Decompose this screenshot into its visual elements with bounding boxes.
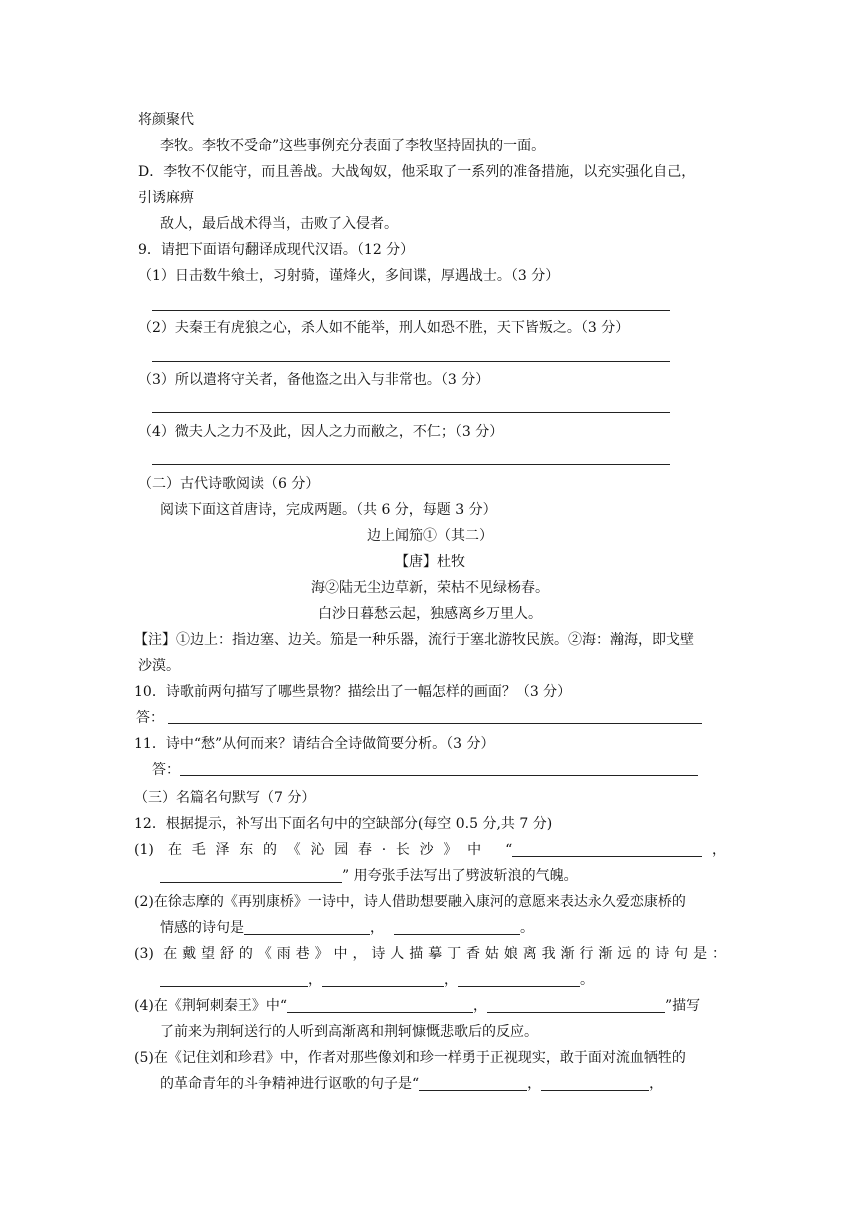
q12-2-sep: ， bbox=[370, 920, 384, 936]
option-c-text-continued: 李牧。李牧不受命”这些事例充分表面了李牧坚持固执的一面。 bbox=[160, 138, 546, 154]
poem-title: 边上闻笳①（其二） bbox=[367, 528, 493, 544]
fill-blank[interactable] bbox=[512, 842, 702, 857]
question-9-item-2: （2）夫秦王有虎狼之心，杀人如不能举，刑人如恐不胜，天下皆叛之。（3 分） bbox=[138, 320, 630, 336]
fill-blank[interactable] bbox=[458, 972, 580, 987]
q12-2-prompt: 情感的诗句是 bbox=[160, 920, 244, 936]
answer-label-10: 答： bbox=[136, 710, 164, 726]
poem-line-1: 海②陆无尘边草新，荣枯不见绿杨春。 bbox=[311, 580, 549, 596]
question-12-item-2-continued bbox=[160, 918, 534, 938]
fill-blank[interactable] bbox=[419, 1076, 527, 1091]
q12-3-end: 。 bbox=[580, 972, 594, 988]
q12-1-sep: ， bbox=[702, 842, 726, 858]
question-12-item-4 bbox=[134, 996, 700, 1016]
question-12-item-5: (5)在《记住刘和珍君》中，作者对那些像刘和珍一样勇于正视现实，敢于面对流血牺牲的 bbox=[134, 1050, 686, 1066]
option-d-text-fragment: 引诱麻痹 bbox=[138, 190, 194, 206]
poem-line-2: 白沙日暮愁云起，独感离乡万里人。 bbox=[318, 606, 542, 622]
question-12-item-1 bbox=[134, 840, 726, 860]
answer-line-11[interactable] bbox=[180, 775, 698, 776]
question-12-item-3: (3) 在戴望舒的《雨巷》中，诗人描摹丁香姑娘离我渐行渐远的诗句是： bbox=[134, 946, 726, 962]
fill-blank[interactable] bbox=[322, 972, 444, 987]
q12-3-sep-2: ， bbox=[444, 972, 458, 988]
question-12-item-5-continued bbox=[160, 1074, 663, 1094]
answer-line-9-4[interactable] bbox=[152, 464, 670, 465]
question-10: 10．诗歌前两句描写了哪些景物？描绘出了一幅怎样的画面？（3 分） bbox=[134, 684, 572, 700]
question-9-item-3: （3）所以遣将守关者，备他盗之出入与非常也。（3 分） bbox=[138, 372, 490, 388]
question-12: 12．根据提示，补写出下面名句中的空缺部分(每空 0.5 分,共 7 分) bbox=[134, 816, 553, 832]
question-9-heading: 9．请把下面语句翻译成现代汉语。（12 分） bbox=[138, 242, 415, 258]
section-2-instruction: 阅读下面这首唐诗，完成两题。（共 6 分，每题 3 分） bbox=[160, 502, 497, 518]
option-c-text-fragment: 将颜聚代 bbox=[138, 112, 194, 128]
fill-blank[interactable] bbox=[394, 920, 520, 935]
q12-5-sep-2: ， bbox=[649, 1076, 664, 1092]
answer-line-9-2[interactable] bbox=[152, 361, 670, 362]
section-2-heading: （二）古代诗歌阅读（6 分） bbox=[138, 476, 320, 492]
answer-label-11: 答： bbox=[152, 762, 180, 778]
question-11: 11．诗中“愁”从何而来？请结合全诗做简要分析。（3 分） bbox=[134, 736, 495, 752]
answer-line-9-1[interactable] bbox=[152, 310, 670, 311]
q12-3-sep-1: ， bbox=[308, 972, 322, 988]
q12-5-sep-1: ， bbox=[527, 1076, 542, 1092]
question-12-item-4-continued: 了前来为荆轲送行的人听到高渐离和荆轲慷慨悲歌后的反应。 bbox=[160, 1024, 538, 1040]
fill-blank[interactable] bbox=[541, 1076, 649, 1091]
question-12-item-2: (2)在徐志摩的《再别康桥》一诗中，诗人借助想要融入康河的意愿来表达永久爱恋康桥的 bbox=[134, 894, 686, 910]
poem-note: 【注】①边上：指边塞、边关。笳是一种乐器，流行于塞北游牧民族。②海：瀚海，即戈壁 bbox=[134, 632, 694, 648]
question-9-item-1: （1）日击数牛飨士，习射骑，谨烽火，多间谍，厚遇战士。（3 分） bbox=[138, 268, 560, 284]
section-3-heading: （三）名篇名句默写（7 分） bbox=[134, 790, 316, 806]
fill-blank[interactable] bbox=[244, 920, 370, 935]
q12-5-prompt: 的革命青年的斗争精神进行讴歌的句子是“ bbox=[160, 1076, 420, 1092]
q12-1-prompt: (1) 在毛泽东的《沁园春·长沙》中 “ bbox=[134, 842, 513, 858]
answer-line-10[interactable] bbox=[168, 723, 702, 724]
question-12-item-1-continued bbox=[160, 866, 578, 886]
fill-blank[interactable] bbox=[160, 972, 308, 987]
option-d-text: D．李牧不仅能守，而且善战。大战匈奴，他采取了一系列的准备措施，以充实强化自己， bbox=[138, 164, 696, 180]
answer-line-9-3[interactable] bbox=[152, 412, 670, 413]
q12-4-prompt: (4)在《荆轲刺秦王》中“ bbox=[134, 998, 287, 1014]
option-d-text-continued: 敌人，最后战术得当，击败了入侵者。 bbox=[160, 216, 398, 232]
q12-4-tail: ”描写 bbox=[665, 998, 701, 1014]
poem-author: 【唐】杜牧 bbox=[395, 554, 465, 570]
fill-blank[interactable] bbox=[487, 998, 665, 1013]
q12-4-sep: ， bbox=[473, 998, 487, 1014]
poem-note-continued: 沙漠。 bbox=[138, 658, 180, 674]
question-9-item-4: （4）微夫人之力不及此，因人之力而敝之，不仁；（3 分） bbox=[138, 424, 504, 440]
fill-blank[interactable] bbox=[287, 998, 473, 1013]
question-12-item-3-continued bbox=[160, 970, 594, 990]
fill-blank[interactable] bbox=[160, 868, 342, 883]
q12-1-tail: ” 用夸张手法写出了劈波斩浪的气魄。 bbox=[342, 868, 578, 884]
q12-2-end: 。 bbox=[520, 920, 534, 936]
